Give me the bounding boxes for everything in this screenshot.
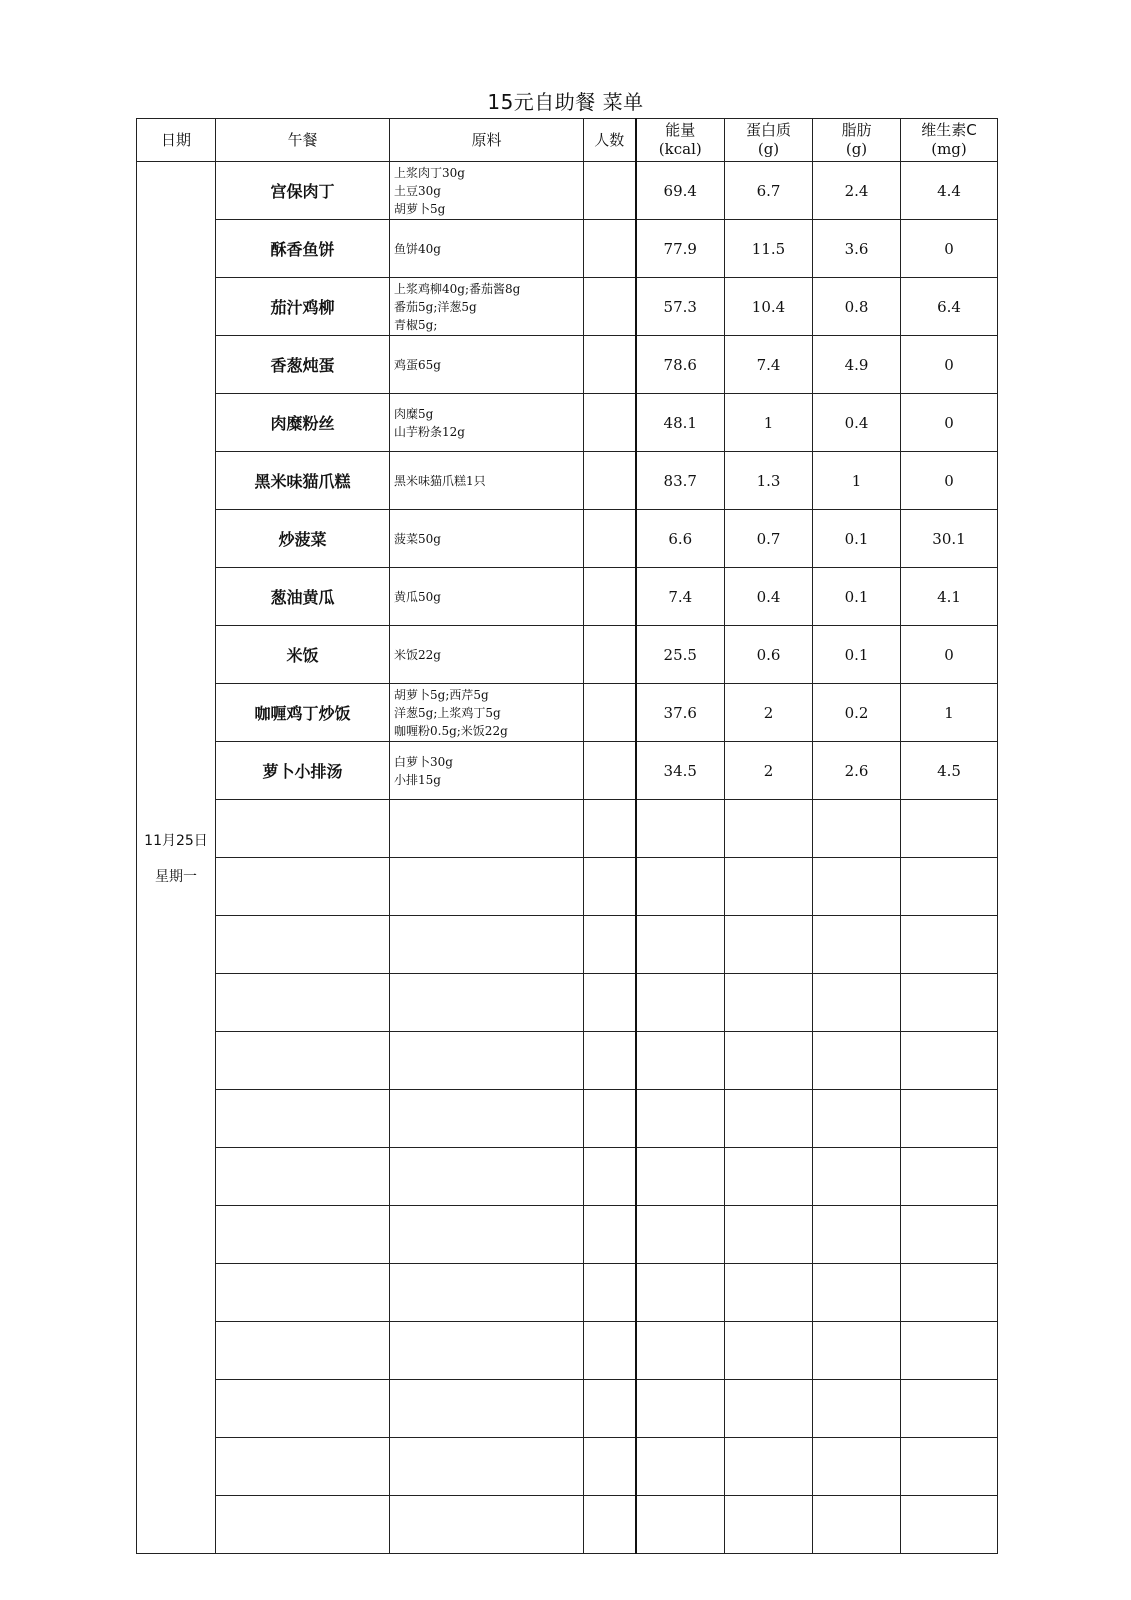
table-row — [137, 452, 998, 510]
ingredients-cell — [390, 1496, 584, 1554]
ingredients-cell — [390, 1090, 584, 1148]
ingredient-line: 黄瓜50g — [394, 589, 441, 604]
fat-value — [813, 800, 901, 858]
people-count — [584, 626, 636, 684]
protein-value — [725, 1264, 813, 1322]
fat-value — [813, 1032, 901, 1090]
dish-name — [216, 1496, 390, 1554]
dish-name: 咖喱鸡丁炒饭 — [216, 684, 390, 742]
table-row — [137, 1032, 998, 1090]
table-row — [137, 742, 998, 800]
vitamin-c-value — [901, 974, 998, 1032]
table-row — [137, 568, 998, 626]
vitamin-c-value — [901, 1496, 998, 1554]
protein-value: 0.4 — [725, 568, 813, 626]
table-row — [137, 1148, 998, 1206]
table-row — [137, 684, 998, 742]
vitamin-c-value: 4.1 — [901, 568, 998, 626]
protein-value — [725, 974, 813, 1032]
table-row — [137, 394, 998, 452]
fat-value: 0.1 — [813, 568, 901, 626]
table-row — [137, 1322, 998, 1380]
header-date: 日期 — [137, 119, 216, 162]
people-count — [584, 974, 636, 1032]
energy-value — [636, 858, 725, 916]
protein-value: 0.7 — [725, 510, 813, 568]
people-count — [584, 452, 636, 510]
protein-value — [725, 858, 813, 916]
fat-value: 3.6 — [813, 220, 901, 278]
people-count — [584, 916, 636, 974]
protein-value — [725, 1322, 813, 1380]
protein-value: 1 — [725, 394, 813, 452]
fat-value — [813, 1380, 901, 1438]
dish-name — [216, 1380, 390, 1438]
vitamin-c-value: 0 — [901, 336, 998, 394]
ingredients-cell — [390, 684, 584, 742]
ingredients-cell — [390, 1264, 584, 1322]
energy-value — [636, 1380, 725, 1438]
ingredients-cell — [390, 742, 584, 800]
vitamin-c-value — [901, 1148, 998, 1206]
dish-name — [216, 858, 390, 916]
date-weekday: 星期一 — [155, 868, 197, 885]
vitamin-c-value: 6.4 — [901, 278, 998, 336]
energy-value — [636, 800, 725, 858]
people-count — [584, 394, 636, 452]
protein-value: 1.3 — [725, 452, 813, 510]
protein-value: 7.4 — [725, 336, 813, 394]
energy-value — [636, 1090, 725, 1148]
dish-name — [216, 916, 390, 974]
ingredient-line: 土豆30g — [394, 183, 441, 198]
energy-value: 6.6 — [636, 510, 725, 568]
people-count — [584, 1438, 636, 1496]
people-count — [584, 1264, 636, 1322]
table-row — [137, 1090, 998, 1148]
header-protein: 蛋白质 (g) — [725, 119, 813, 162]
energy-value — [636, 916, 725, 974]
dish-name — [216, 974, 390, 1032]
ingredients-cell — [390, 1206, 584, 1264]
vitamin-c-value — [901, 1380, 998, 1438]
table-row — [137, 220, 998, 278]
ingredient-line: 肉糜5g — [394, 406, 434, 421]
fat-value — [813, 974, 901, 1032]
energy-value — [636, 1206, 725, 1264]
table-row — [137, 800, 998, 858]
people-count — [584, 800, 636, 858]
energy-value — [636, 1032, 725, 1090]
vitamin-c-value: 30.1 — [901, 510, 998, 568]
fat-value: 1 — [813, 452, 901, 510]
ingredients-cell — [390, 1148, 584, 1206]
fat-value: 0.8 — [813, 278, 901, 336]
table-row — [137, 1380, 998, 1438]
protein-value — [725, 1380, 813, 1438]
dish-name — [216, 1438, 390, 1496]
ingredients-cell — [390, 1380, 584, 1438]
energy-value: 25.5 — [636, 626, 725, 684]
page-title: 15元自助餐 菜单 — [487, 90, 644, 114]
ingredient-line: 咖喱粉0.5g;米饭22g — [394, 723, 508, 738]
energy-value: 48.1 — [636, 394, 725, 452]
menu-table — [136, 118, 998, 1554]
table-row — [137, 510, 998, 568]
fat-value — [813, 1438, 901, 1496]
energy-value: 78.6 — [636, 336, 725, 394]
ingredients-cell — [390, 278, 584, 336]
dish-name: 萝卜小排汤 — [216, 742, 390, 800]
protein-value — [725, 800, 813, 858]
dish-name — [216, 1032, 390, 1090]
table-row — [137, 278, 998, 336]
table-row — [137, 858, 998, 916]
protein-value — [725, 1206, 813, 1264]
energy-value: 83.7 — [636, 452, 725, 510]
protein-value — [725, 1438, 813, 1496]
ingredients-cell — [390, 336, 584, 394]
vitamin-c-value — [901, 1322, 998, 1380]
dish-name: 葱油黄瓜 — [216, 568, 390, 626]
protein-value — [725, 916, 813, 974]
ingredients-cell — [390, 568, 584, 626]
vitamin-c-value: 1 — [901, 684, 998, 742]
table-row — [137, 1496, 998, 1554]
energy-value — [636, 1322, 725, 1380]
protein-value: 0.6 — [725, 626, 813, 684]
fat-value — [813, 858, 901, 916]
table-row — [137, 1438, 998, 1496]
energy-value: 69.4 — [636, 162, 725, 220]
protein-value — [725, 1090, 813, 1148]
people-count — [584, 1322, 636, 1380]
ingredients-cell — [390, 626, 584, 684]
protein-value: 2 — [725, 742, 813, 800]
fat-value — [813, 1148, 901, 1206]
header-fat: 脂肪 (g) — [813, 119, 901, 162]
dish-name: 肉糜粉丝 — [216, 394, 390, 452]
dish-name: 茄汁鸡柳 — [216, 278, 390, 336]
fat-value — [813, 1264, 901, 1322]
ingredients-cell — [390, 452, 584, 510]
vitamin-c-value — [901, 1438, 998, 1496]
dish-name: 宫保肉丁 — [216, 162, 390, 220]
fat-value: 2.6 — [813, 742, 901, 800]
energy-value: 7.4 — [636, 568, 725, 626]
table-row — [137, 916, 998, 974]
table-row — [137, 1264, 998, 1322]
ingredient-line: 胡萝卜5g;西芹5g — [394, 687, 489, 702]
ingredient-line: 菠菜50g — [394, 531, 441, 546]
dish-name: 米饭 — [216, 626, 390, 684]
people-count — [584, 162, 636, 220]
energy-value: 57.3 — [636, 278, 725, 336]
table-row — [137, 162, 998, 220]
ingredient-line: 鱼饼40g — [394, 241, 441, 256]
ingredient-line: 胡萝卜5g — [394, 201, 446, 216]
ingredient-line: 鸡蛋65g — [394, 357, 441, 372]
dish-name: 黑米味猫爪糕 — [216, 452, 390, 510]
protein-value — [725, 1032, 813, 1090]
header-people: 人数 — [584, 119, 636, 162]
fat-value: 2.4 — [813, 162, 901, 220]
date-day: 11月25日 — [144, 832, 208, 849]
header-lunch: 午餐 — [216, 119, 390, 162]
fat-value — [813, 1090, 901, 1148]
people-count — [584, 510, 636, 568]
dish-name: 炒菠菜 — [216, 510, 390, 568]
ingredient-line: 黑米味猫爪糕1只 — [394, 473, 486, 488]
table-row — [137, 626, 998, 684]
people-count — [584, 1148, 636, 1206]
energy-value — [636, 1148, 725, 1206]
ingredient-line: 上浆鸡柳40g;番茄酱8g — [394, 281, 521, 296]
fat-value: 4.9 — [813, 336, 901, 394]
people-count — [584, 742, 636, 800]
energy-value — [636, 1264, 725, 1322]
dish-name — [216, 1206, 390, 1264]
ingredients-cell — [390, 220, 584, 278]
vitamin-c-value — [901, 1206, 998, 1264]
vitamin-c-value: 0 — [901, 452, 998, 510]
ingredients-cell — [390, 1322, 584, 1380]
header-energy: 能量 (kcal) — [636, 119, 725, 162]
fat-value — [813, 1206, 901, 1264]
ingredient-line: 上浆肉丁30g — [394, 165, 465, 180]
table-row — [137, 1206, 998, 1264]
ingredient-line: 米饭22g — [394, 647, 441, 662]
ingredients-cell — [390, 1032, 584, 1090]
people-count — [584, 220, 636, 278]
dish-name — [216, 1322, 390, 1380]
protein-value: 6.7 — [725, 162, 813, 220]
header-ingredients: 原料 — [390, 119, 584, 162]
protein-value: 2 — [725, 684, 813, 742]
energy-value — [636, 1496, 725, 1554]
ingredients-cell — [390, 858, 584, 916]
dish-name — [216, 1090, 390, 1148]
protein-value — [725, 1148, 813, 1206]
vitamin-c-value — [901, 1264, 998, 1322]
ingredient-line: 白萝卜30g — [394, 754, 453, 769]
fat-value — [813, 1496, 901, 1554]
energy-value: 77.9 — [636, 220, 725, 278]
vitamin-c-value: 0 — [901, 626, 998, 684]
vitamin-c-value — [901, 858, 998, 916]
vitamin-c-value: 0 — [901, 394, 998, 452]
ingredient-line: 洋葱5g;上浆鸡丁5g — [394, 705, 501, 720]
protein-value: 10.4 — [725, 278, 813, 336]
vitamin-c-value: 4.4 — [901, 162, 998, 220]
protein-value: 11.5 — [725, 220, 813, 278]
fat-value — [813, 916, 901, 974]
ingredient-line: 小排15g — [394, 772, 441, 787]
ingredients-cell — [390, 394, 584, 452]
people-count — [584, 278, 636, 336]
energy-value — [636, 974, 725, 1032]
people-count — [584, 1380, 636, 1438]
fat-value: 0.1 — [813, 626, 901, 684]
table-row — [137, 974, 998, 1032]
people-count — [584, 858, 636, 916]
people-count — [584, 1496, 636, 1554]
vitamin-c-value — [901, 800, 998, 858]
fat-value: 0.4 — [813, 394, 901, 452]
fat-value: 0.2 — [813, 684, 901, 742]
people-count — [584, 1090, 636, 1148]
people-count — [584, 1206, 636, 1264]
ingredients-cell — [390, 510, 584, 568]
vitamin-c-value — [901, 916, 998, 974]
people-count — [584, 684, 636, 742]
fat-value — [813, 1322, 901, 1380]
dish-name: 酥香鱼饼 — [216, 220, 390, 278]
ingredient-line: 山芋粉条12g — [394, 424, 465, 439]
dish-name — [216, 800, 390, 858]
dish-name — [216, 1148, 390, 1206]
vitamin-c-value: 0 — [901, 220, 998, 278]
fat-value: 0.1 — [813, 510, 901, 568]
table-row — [137, 336, 998, 394]
header-row — [137, 119, 998, 162]
ingredients-cell — [390, 800, 584, 858]
dish-name — [216, 1264, 390, 1322]
people-count — [584, 336, 636, 394]
protein-value — [725, 1496, 813, 1554]
ingredients-cell — [390, 916, 584, 974]
vitamin-c-value — [901, 1032, 998, 1090]
ingredients-cell — [390, 162, 584, 220]
energy-value — [636, 1438, 725, 1496]
header-vitamin-c: 维生素C (mg) — [901, 119, 998, 162]
ingredients-cell — [390, 1438, 584, 1496]
date-cell — [137, 162, 216, 1554]
ingredient-line: 番茄5g;洋葱5g — [394, 299, 477, 314]
ingredient-line: 青椒5g; — [394, 317, 438, 332]
vitamin-c-value — [901, 1090, 998, 1148]
ingredients-cell — [390, 974, 584, 1032]
vitamin-c-value: 4.5 — [901, 742, 998, 800]
energy-value: 37.6 — [636, 684, 725, 742]
dish-name: 香葱炖蛋 — [216, 336, 390, 394]
people-count — [584, 568, 636, 626]
energy-value: 34.5 — [636, 742, 725, 800]
people-count — [584, 1032, 636, 1090]
